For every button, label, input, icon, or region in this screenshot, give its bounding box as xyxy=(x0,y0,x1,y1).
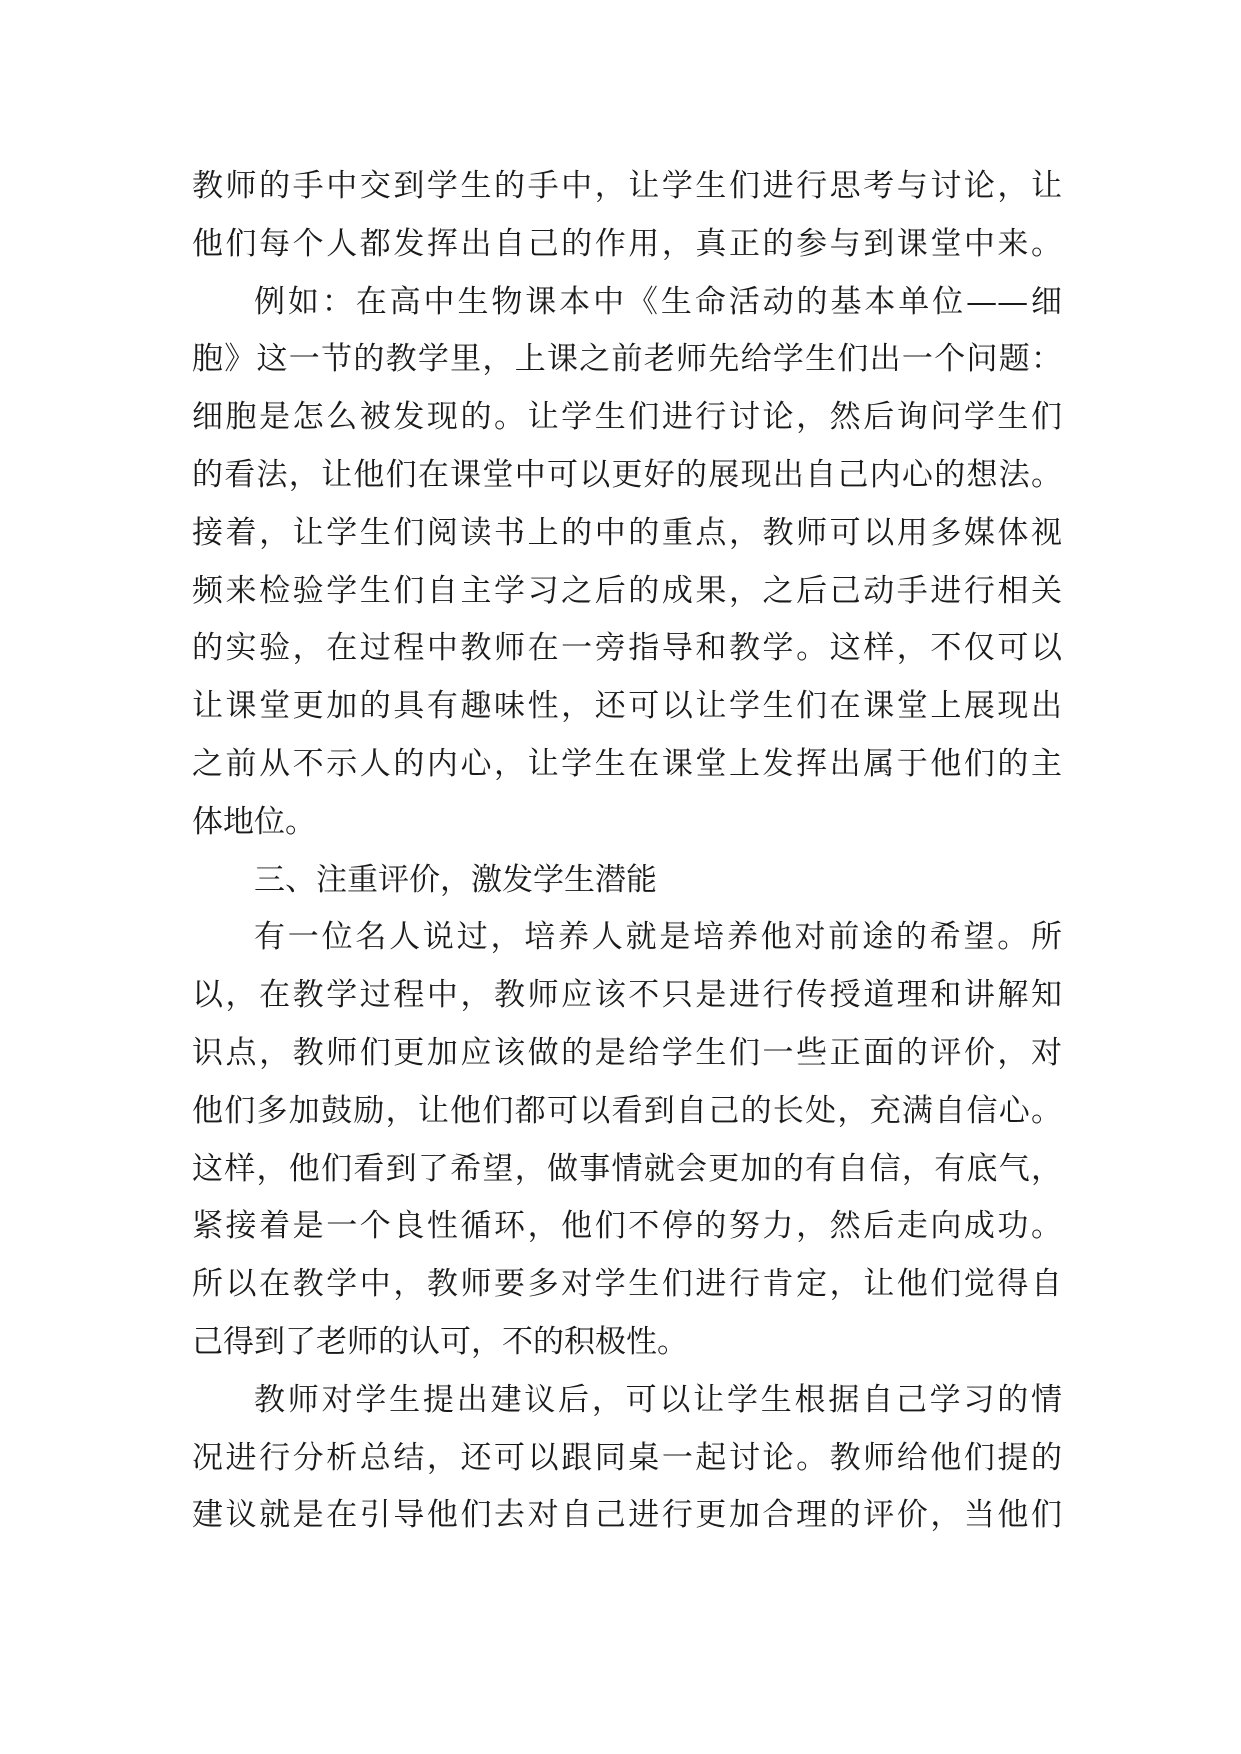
text-line: 频来检验学生们自主学习之后的成果，之后己动手进行相关 xyxy=(192,572,1062,609)
section-heading: 三、注重评价，激发学生潜能 xyxy=(254,861,657,898)
text-line: 建议就是在引导他们去对自己进行更加合理的评价，当他们 xyxy=(192,1497,1062,1534)
text-line: 胞》这一节的教学里，上课之前老师先给学生们出一个问题： xyxy=(192,341,1062,378)
text-line: 接着，让学生们阅读书上的中的重点，教师可以用多媒体视 xyxy=(192,514,1062,551)
text-line: 己得到了老师的认可，不的积极性。 xyxy=(192,1323,688,1360)
text-line: 的实验，在过程中教师在一旁指导和教学。这样，不仅可以 xyxy=(192,630,1062,667)
text-line: 他们每个人都发挥出自己的作用，真正的参与到课堂中来。 xyxy=(192,225,1062,262)
text-line: 有一位名人说过，培养人就是培养他对前途的希望。所 xyxy=(254,919,1062,956)
text-line: 这样，他们看到了希望，做事情就会更加的有自信，有底气， xyxy=(192,1150,1062,1187)
text-line: 体地位。 xyxy=(192,803,316,840)
text-line: 细胞是怎么被发现的。让学生们进行讨论，然后询问学生们 xyxy=(192,399,1062,436)
text-line: 所以在教学中，教师要多对学生们进行肯定，让他们觉得自 xyxy=(192,1266,1062,1303)
text-line: 以，在教学过程中，教师应该不只是进行传授道理和讲解知 xyxy=(192,977,1062,1014)
text-line: 的看法，让他们在课堂中可以更好的展现出自己内心的想法。 xyxy=(192,456,1062,493)
text-line: 让课堂更加的具有趣味性，还可以让学生们在课堂上展现出 xyxy=(192,688,1062,725)
text-line: 之前从不示人的内心，让学生在课堂上发挥出属于他们的主 xyxy=(192,745,1062,782)
text-line: 识点，教师们更加应该做的是给学生们一些正面的评价，对 xyxy=(192,1034,1062,1071)
text-line: 教师的手中交到学生的手中，让学生们进行思考与讨论，让 xyxy=(192,168,1062,204)
text-line: 例如：在高中生物课本中《生命活动的基本单位——细 xyxy=(254,283,1062,320)
text-line: 他们多加鼓励，让他们都可以看到自己的长处，充满自信心。 xyxy=(192,1092,1062,1129)
text-line: 教师对学生提出建议后，可以让学生根据自己学习的情 xyxy=(254,1381,1062,1418)
text-line: 紧接着是一个良性循环，他们不停的努力，然后走向成功。 xyxy=(192,1208,1062,1245)
text-line: 况进行分析总结，还可以跟同桌一起讨论。教师给他们提的 xyxy=(192,1439,1062,1476)
body-text xyxy=(192,158,1062,1545)
